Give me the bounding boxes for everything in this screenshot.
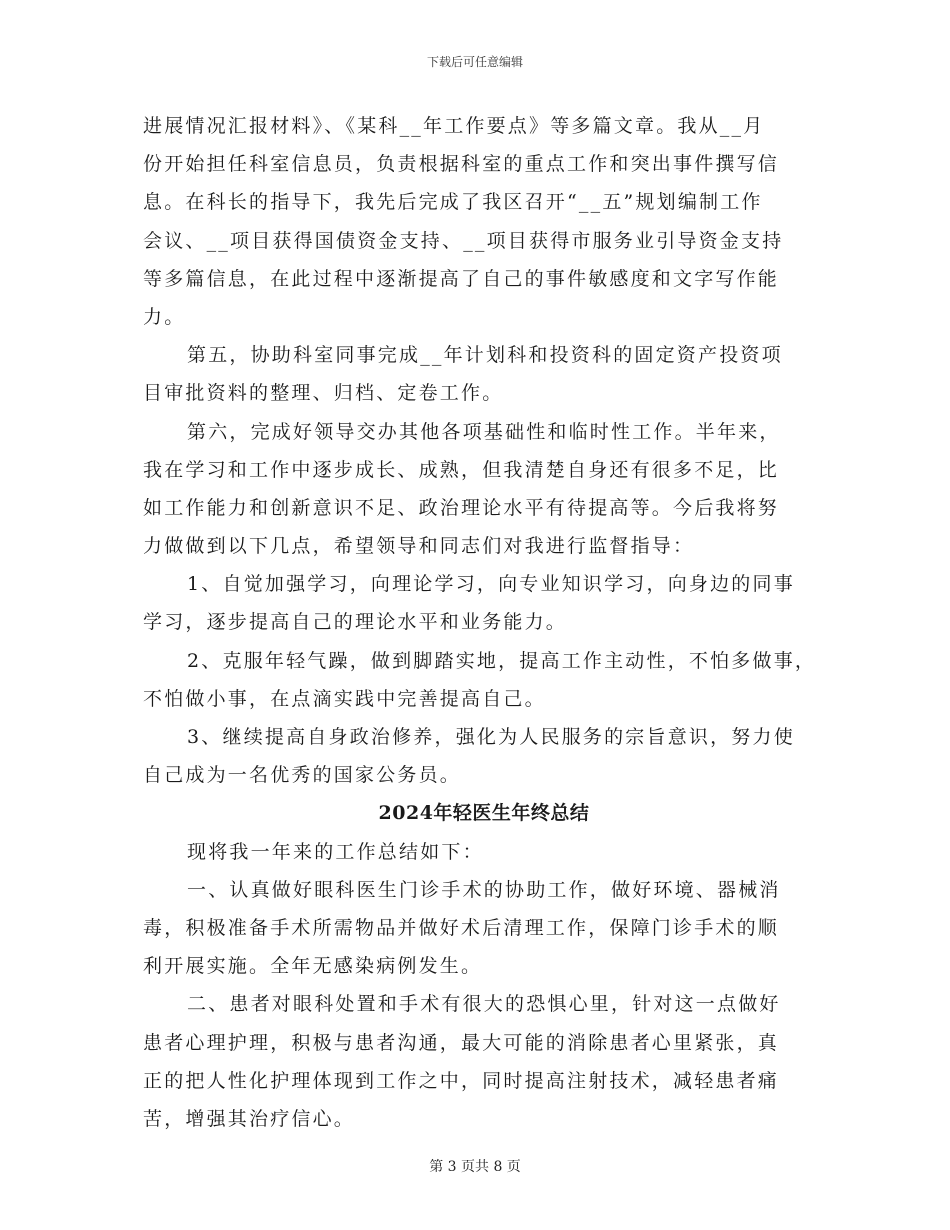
body-line: 我在学习和工作中逐步成长、成熟，但我清楚自身还有很多不足，比 xyxy=(143,458,780,481)
body-line: 学习，逐步提高自己的理论水平和业务能力。 xyxy=(143,611,568,634)
paragraph-start-line: 1、自觉加强学习，向理论学习，向专业知识学习，向身边的同事 xyxy=(187,573,795,596)
paragraph-start-line: 一、认真做好眼科医生门诊手术的协助工作，做好环境、器械消 xyxy=(187,878,781,901)
paragraph-start-line: 第五，协助科室同事完成__年计划科和投资科的固定资产投资项 xyxy=(187,344,783,367)
body-line: 份开始担任科室信息员，负责根据科室的重点工作和突出事件撰写信 xyxy=(143,153,780,176)
page-number: 第 3 页共 8 页 xyxy=(429,1159,521,1175)
body-line: 息。在科长的指导下，我先后完成了我区召开“__五”规划编制工作 xyxy=(143,191,763,214)
body-line: 力。 xyxy=(143,305,186,328)
body-line: 进展情况汇报材料》、《某科__年工作要点》等多篇文章。我从__月 xyxy=(143,115,765,137)
paragraph-start-line: 现将我一年来的工作总结如下： xyxy=(187,840,484,863)
body-line: 患者心理护理，积极与患者沟通，最大可能的消除患者心里紧张，真 xyxy=(143,1031,780,1054)
section-title: 2024年轻医生年终总结 xyxy=(378,802,590,825)
body-line: 目审批资料的整理、归档、定卷工作。 xyxy=(143,382,504,405)
body-line: 等多篇信息，在此过程中逐渐提高了自己的事件敏感度和文字写作能 xyxy=(143,267,780,290)
paragraph-start-line: 第六，完成好领导交办其他各项基础性和临时性工作。半年来， xyxy=(187,420,781,443)
body-line: 会议、__项目获得国债资金支持、__项目获得市服务业引导资金支持 xyxy=(143,229,784,252)
body-line: 自己成为一名优秀的国家公务员。 xyxy=(143,764,462,787)
document-body xyxy=(143,107,825,1138)
body-line: 利开展实施。全年无感染病例发生。 xyxy=(143,955,483,978)
body-line: 不怕做小事，在点滴实践中完善提高自己。 xyxy=(143,687,546,710)
body-line: 力做做到以下几点，希望领导和同志们对我进行监督指导： xyxy=(143,535,695,558)
paragraph-start-line: 3、继续提高自身政治修养，强化为人民服务的宗旨意识，努力使 xyxy=(187,726,795,748)
body-line: 苦，增强其治疗信心。 xyxy=(143,1107,356,1130)
body-line: 如工作能力和创新意识不足、政治理论水平有待提高等。今后我将努 xyxy=(143,496,780,519)
body-line: 毒，积极准备手术所需物品并做好术后清理工作，保障门诊手术的顺 xyxy=(143,916,780,939)
header-note: 下载后可任意编辑 xyxy=(426,55,523,69)
paragraph-start-line: 2、克服年轻气躁，做到脚踏实地，提高工作主动性，不怕多做事， xyxy=(187,649,817,672)
paragraph-start-line: 二、患者对眼科处置和手术有很大的恐惧心里，针对这一点做好 xyxy=(187,993,781,1016)
body-line: 正的把人性化护理体现到工作之中，同时提高注射技术，减轻患者痛 xyxy=(143,1069,780,1092)
